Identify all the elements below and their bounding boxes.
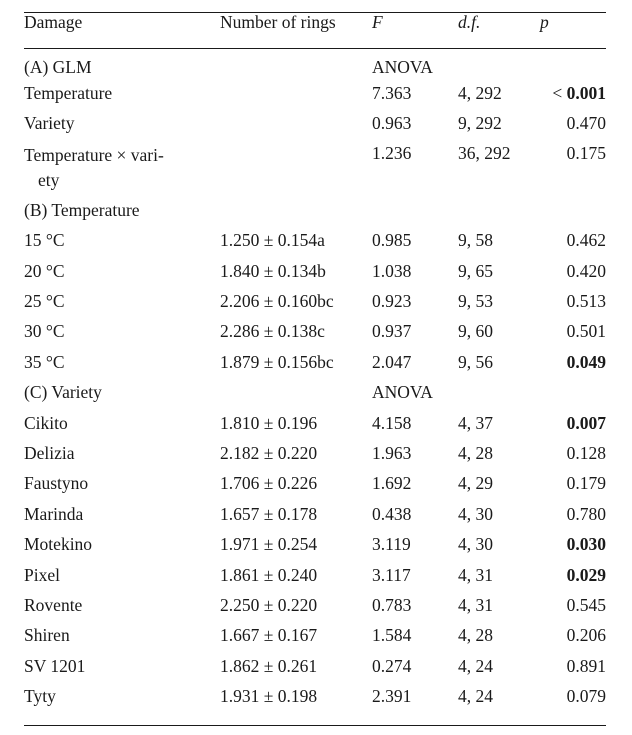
row-p: 0.780 [566, 503, 606, 524]
row-f: 0.923 [372, 291, 412, 312]
row-name: Faustyno [24, 473, 89, 494]
table-row [24, 621, 606, 651]
row-df: 4, 30 [458, 503, 493, 524]
row-name: Motekino [24, 534, 93, 555]
header-damage: Damage [24, 12, 83, 32]
row-f: 3.119 [372, 534, 411, 555]
row-df: 4, 30 [458, 534, 493, 555]
row-df: 9, 53 [458, 291, 493, 312]
row-f: 1.692 [372, 473, 412, 494]
row-df: 9, 292 [458, 113, 502, 134]
row-f: 0.783 [372, 594, 412, 615]
table-row [24, 560, 606, 590]
header-df: d.f. [458, 12, 481, 32]
row-f: 0.274 [372, 655, 412, 676]
table-row [24, 529, 606, 559]
row-p: 0.128 [566, 442, 606, 463]
table-row [24, 256, 606, 286]
row-df: 4, 37 [458, 412, 493, 433]
row-rings: 1.862 ± 0.261 [220, 655, 318, 676]
row-f: 7.363 [372, 83, 412, 104]
row-name: Rovente [24, 594, 83, 615]
row-f: 0.438 [372, 503, 412, 524]
row-p: 0.030 [566, 534, 606, 555]
row-f: 0.985 [372, 230, 412, 251]
table-row [24, 499, 606, 529]
row-name: 35 °C [24, 351, 65, 372]
row-name: Pixel [24, 564, 60, 585]
row-name [24, 139, 220, 195]
table-row [24, 78, 606, 108]
row-name: Marinda [24, 503, 84, 524]
table-row [24, 590, 606, 620]
row-rings: 2.182 ± 0.220 [220, 442, 318, 463]
row-f: 2.391 [372, 686, 412, 707]
row-p: 0.501 [566, 321, 606, 342]
row-df: 4, 28 [458, 442, 493, 463]
row-df: 9, 65 [458, 260, 493, 281]
row-rings: 1.971 ± 0.254 [220, 534, 318, 555]
row-rings: 1.931 ± 0.198 [220, 686, 318, 707]
row-df: 4, 31 [458, 594, 493, 615]
row-df: 9, 58 [458, 230, 493, 251]
row-rings: 1.879 ± 0.156bc [220, 351, 334, 372]
section-row-variety [24, 378, 606, 408]
row-name: Cikito [24, 412, 68, 433]
anova-table [24, 12, 606, 712]
row-p: 0.545 [566, 594, 606, 615]
row-name: Shiren [24, 625, 70, 646]
p-prefix: < [552, 83, 567, 104]
row-df: 4, 24 [458, 655, 493, 676]
row-name: SV 1201 [24, 655, 86, 676]
table-row [24, 651, 606, 681]
row-df: 4, 28 [458, 625, 493, 646]
table-body [24, 48, 606, 712]
table-row [24, 317, 606, 347]
row-f: 0.963 [372, 113, 412, 134]
row-p: 0.049 [566, 351, 606, 372]
row-p: 0.462 [566, 230, 606, 251]
table-row [24, 469, 606, 499]
section-note: ANOVA [372, 382, 433, 403]
row-p: 0.029 [566, 564, 606, 585]
row-p: 0.179 [566, 473, 606, 494]
row-name-line1: Temperature × vari- [24, 145, 164, 166]
row-rings: 1.706 ± 0.226 [220, 473, 318, 494]
row-rings [220, 78, 372, 108]
row-p: 0.007 [566, 412, 606, 433]
table-header [24, 12, 606, 48]
section-label: (A) GLM [24, 56, 92, 77]
row-rings: 1.667 ± 0.167 [220, 625, 318, 646]
table-row [24, 286, 606, 316]
section-row-glm [24, 48, 606, 78]
row-name-line2: ety [38, 170, 60, 191]
row-p: 0.513 [566, 291, 606, 312]
header-p: p [540, 12, 549, 32]
row-rings: 1.250 ± 0.154a [220, 230, 325, 251]
table-row [24, 347, 606, 377]
section-label: (C) Variety [24, 382, 102, 403]
row-name: Tyty [24, 686, 56, 707]
row-f: 4.158 [372, 412, 412, 433]
row-name: Delizia [24, 442, 75, 463]
row-df: 4, 29 [458, 473, 493, 494]
row-df: 4, 292 [458, 83, 502, 104]
p-value: 0.001 [566, 83, 606, 104]
bottom-rule [24, 725, 606, 726]
row-df: 9, 60 [458, 321, 493, 342]
row-f: 1.038 [372, 260, 412, 281]
table-row [24, 681, 606, 711]
section-row-temperature [24, 195, 606, 225]
row-df: 4, 24 [458, 686, 493, 707]
header-f: F [372, 12, 383, 32]
row-p: 0.891 [566, 655, 606, 676]
row-name: 15 °C [24, 230, 65, 251]
row-rings: 1.657 ± 0.178 [220, 503, 318, 524]
row-rings: 1.840 ± 0.134b [220, 260, 326, 281]
row-name: 20 °C [24, 260, 65, 281]
row-p: 0.206 [566, 625, 606, 646]
table-row [24, 139, 606, 195]
row-name: 25 °C [24, 291, 65, 312]
row-f: 0.937 [372, 321, 412, 342]
table-row [24, 438, 606, 468]
row-name: Temperature [24, 83, 113, 104]
table-row [24, 408, 606, 438]
table-row [24, 226, 606, 256]
row-name: Variety [24, 113, 75, 134]
row-name: 30 °C [24, 321, 65, 342]
row-df: 9, 56 [458, 351, 493, 372]
row-p [540, 78, 606, 108]
row-rings: 2.206 ± 0.160bc [220, 291, 334, 312]
row-p: 0.420 [566, 260, 606, 281]
row-df: 36, 292 [458, 143, 511, 164]
row-df: 4, 31 [458, 564, 493, 585]
row-p: 0.079 [566, 686, 606, 707]
row-f: 1.236 [372, 143, 412, 164]
row-rings: 1.810 ± 0.196 [220, 412, 318, 433]
row-rings: 1.861 ± 0.240 [220, 564, 318, 585]
table-row [24, 109, 606, 139]
row-f: 1.584 [372, 625, 412, 646]
row-p: 0.175 [566, 143, 606, 164]
section-label: (B) Temperature [24, 199, 140, 220]
row-f: 3.117 [372, 564, 411, 585]
row-rings: 2.250 ± 0.220 [220, 594, 318, 615]
header-rings: Number of rings [220, 12, 336, 32]
section-note: ANOVA [372, 56, 433, 77]
row-f: 2.047 [372, 351, 412, 372]
row-f: 1.963 [372, 442, 412, 463]
row-rings [220, 109, 372, 139]
row-rings [220, 139, 372, 195]
row-p: 0.470 [566, 113, 606, 134]
row-rings: 2.286 ± 0.138c [220, 321, 325, 342]
